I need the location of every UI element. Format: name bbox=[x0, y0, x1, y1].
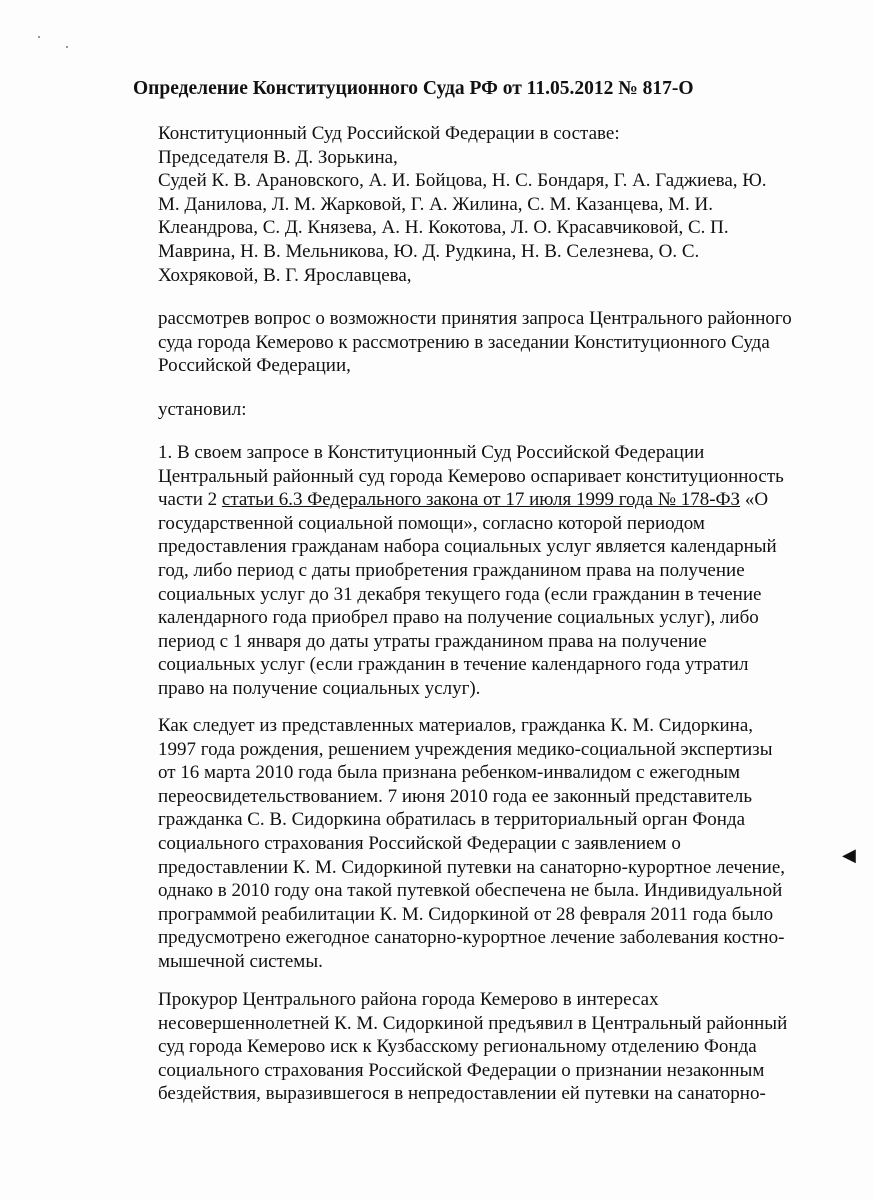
arrow-marker-icon: ◀ bbox=[842, 845, 856, 865]
scan-speck bbox=[66, 46, 68, 48]
established-heading bbox=[158, 398, 828, 422]
text-fragment: части 2 bbox=[158, 489, 222, 511]
text-line: социального страхования Российской Федерации о признании незаконным bbox=[158, 1059, 765, 1081]
document-title: Определение Конституционного Суда РФ от 11.05.2012 № 817-О bbox=[133, 78, 694, 99]
text-line: календарного года приобрел право на получение социальных услуг), либо bbox=[158, 607, 759, 629]
text-fragment: «О bbox=[740, 489, 769, 511]
paragraph-1 bbox=[158, 441, 828, 701]
text-line: 1997 года рождения, решением учреждения медико-социальной экспертизы bbox=[158, 738, 773, 760]
text-line: Центральный районный суд города Кемерово оспаривает конституционность bbox=[158, 465, 784, 487]
text-line: установил: bbox=[158, 399, 247, 420]
considering-paragraph bbox=[158, 307, 828, 378]
text-line: социальных услуг до 31 декабря текущего года (если гражданин в течение bbox=[158, 583, 762, 605]
text-line: Клеандрова, С. Д. Князева, А. Н. Кокотова, Л. О. Красавчиковой, С. П. bbox=[158, 217, 729, 239]
text-line: предусмотрено ежегодное санаторно-курортное лечение заболевания костно- bbox=[158, 927, 785, 949]
text-line: Судей К. В. Арановского, А. И. Бойцова, Н. С. Бондаря, Г. А. Гаджиева, Ю. bbox=[158, 170, 767, 192]
text-line: Прокурор Центрального района города Кемерово в интересах bbox=[158, 989, 659, 1010]
text-line: год, либо период с даты приобретения гражданином права на получение bbox=[158, 559, 745, 581]
text-line: 1. В своем запросе в Конституционный Суд Российской Федерации bbox=[158, 442, 705, 463]
text-line: переосвидетельствованием. 7 июня 2010 года ее законный представитель bbox=[158, 785, 753, 807]
text-line: программой реабилитации К. М. Сидоркиной от 28 февраля 2011 года было bbox=[158, 903, 774, 925]
text-line: несовершеннолетней К. М. Сидоркиной предъявил в Центральный районный bbox=[158, 1012, 788, 1034]
text-line: от 16 марта 2010 года была признана ребенком-инвалидом с ежегодным bbox=[158, 762, 741, 784]
text-line: однако в 2010 году она такой путевкой обеспечена не была. Индивидуальной bbox=[158, 880, 783, 902]
text-line: Российской Федерации, bbox=[158, 355, 351, 377]
text-line: предоставления гражданам набора социальных услуг является календарный bbox=[158, 536, 777, 558]
text-line: Хохряковой, В. Г. Ярославцева, bbox=[158, 264, 412, 286]
law-article-link[interactable]: статьи 6.3 Федерального закона от 17 июля 1999 года № 178-ФЗ bbox=[221, 489, 741, 511]
text-line: государственной социальной помощи», согласно которой периодом bbox=[158, 512, 705, 534]
text-line: суда города Кемерово к рассмотрению в заседании Конституционного Суда bbox=[158, 331, 770, 353]
text-line: суд города Кемерово иск к Кузбасскому региональному отделению Фонда bbox=[158, 1036, 757, 1058]
text-line: Как следует из представленных материалов, гражданка К. М. Сидоркина, bbox=[158, 715, 754, 736]
scan-speck bbox=[38, 36, 40, 38]
text-line: социальных услуг (если гражданин в течение календарного года утратил bbox=[158, 654, 749, 676]
paragraph-2 bbox=[158, 714, 828, 974]
text-line bbox=[158, 488, 828, 512]
text-line: гражданка С. В. Сидоркина обратилась в территориальный орган Фонда bbox=[158, 809, 746, 831]
paragraph-3 bbox=[158, 988, 828, 1106]
text-line: рассмотрев вопрос о возможности принятия запроса Центрального районного bbox=[158, 308, 792, 329]
text-line: мышечной системы. bbox=[158, 950, 323, 972]
text-line: предоставлении К. М. Сидоркиной путевки на санаторно-курортное лечение, bbox=[158, 856, 786, 878]
court-composition bbox=[158, 122, 828, 287]
text-line: Маврина, Н. В. Мельникова, Ю. Д. Рудкина, Н. В. Селезнева, О. С. bbox=[158, 240, 700, 262]
text-line: бездействия, выразившегося в непредоставлении ей путевки на санаторно- bbox=[158, 1083, 766, 1105]
text-line: социального страхования Российской Федерации с заявлением о bbox=[158, 832, 681, 854]
text-line: М. Данилова, Л. М. Жарковой, Г. А. Жилина, С. М. Казанцева, М. И. bbox=[158, 193, 713, 215]
text-line: право на получение социальных услуг). bbox=[158, 677, 481, 699]
text-line: Конституционный Суд Российской Федерации в составе: bbox=[158, 123, 620, 144]
text-line: Председателя В. Д. Зорькина, bbox=[158, 146, 398, 168]
text-line: период с 1 января до даты утраты гражданином права на получение bbox=[158, 630, 707, 652]
